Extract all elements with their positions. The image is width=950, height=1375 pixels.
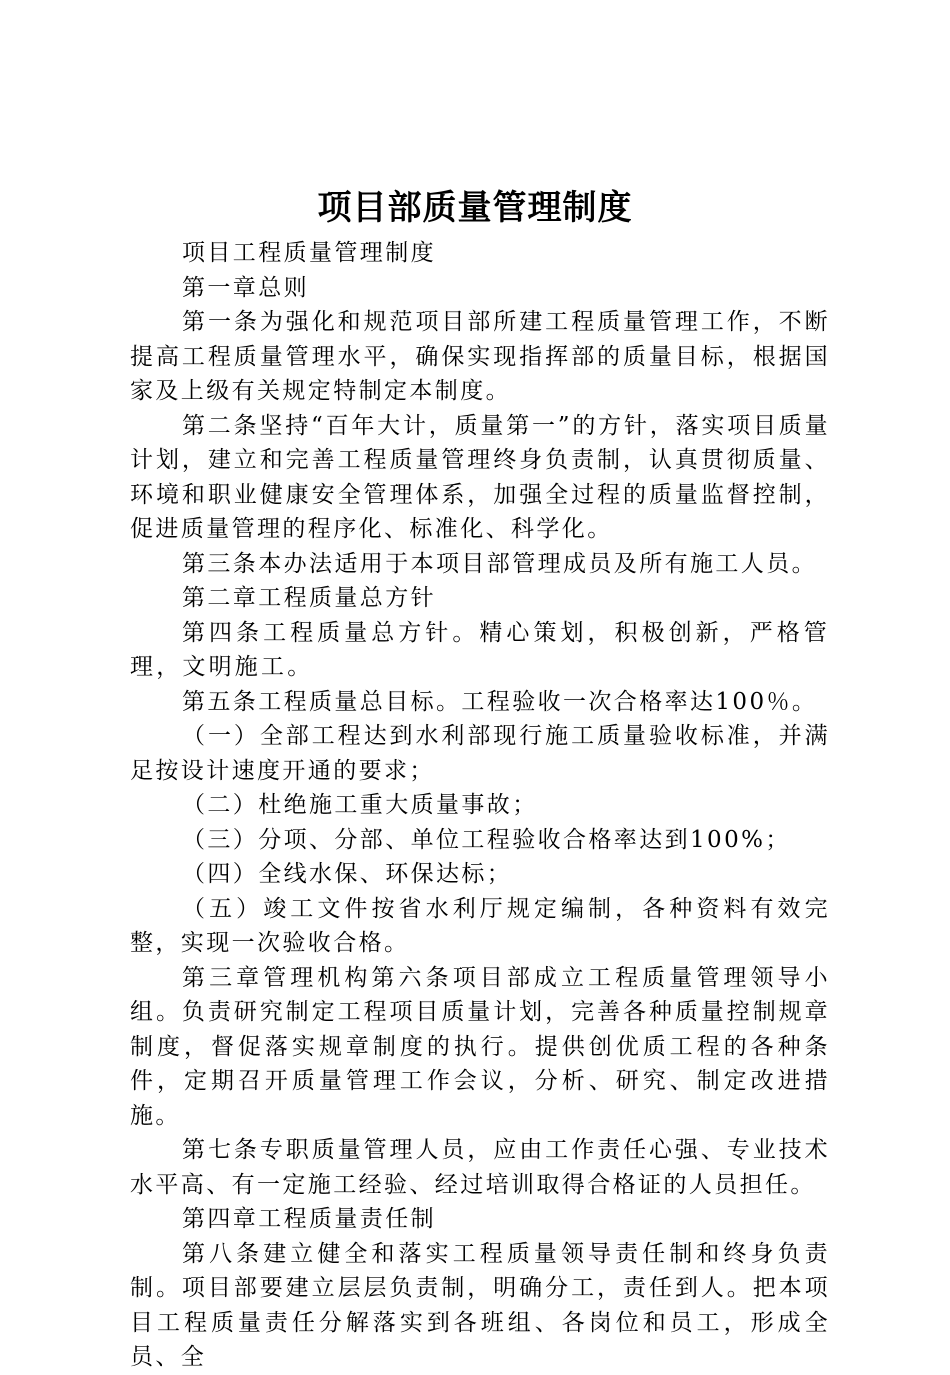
paragraph-article-2: 第二条坚持“百年大计，质量第一”的方针，落实项目质量计划，建立和完善工程质量管理终身负责制，认真贯彻质量、环境和职业健康安全管理体系，加强全过程的质量监督控制，促进质量管理的程序化、标准化、科学化。 [130,412,830,542]
paragraph-chapter-2: 第二章工程质量总方针 [182,585,436,611]
paragraph-article-1: 第一条为强化和规范项目部所建工程质量管理工作，不断提高工程质量管理水平，确保实现指挥部的质量目标，根据国家及上级有关规定特制定本制度。 [130,309,830,404]
paragraph-item-4: （四）全线水保、环保达标； [182,861,513,887]
paragraph-article-4: 第四条工程质量总方针。精心策划，积极创新，严格管理，文明施工。 [130,619,830,680]
paragraph-article-8: 第八条建立健全和落实工程质量领导责任制和终身负责制。项目部要建立层层负责制，明确分工，责任到人。把本项目工程质量责任分解落实到各班组、各岗位和员工，形成全员、全 [130,1240,830,1370]
paragraph-chapter-1: 第一章总则 [182,274,309,301]
paragraph-article-7: 第七条专职质量管理人员，应由工作责任心强、专业技术水平高、有一定施工经验、经过培训取得合格证的人员担任。 [130,1137,830,1198]
paragraph-item-5: （五）竣工文件按省水利厅规定编制，各种资料有效完整，实现一次验收合格。 [130,895,830,956]
paragraph-subtitle: 项目工程质量管理制度 [182,240,436,266]
document-title: 项目部质量管理制度 [317,188,633,228]
paragraph-article-5: 第五条工程质量总目标。工程验收一次合格率达100％。 [182,688,818,715]
paragraph-chapter-4: 第四章工程质量责任制 [182,1206,436,1232]
paragraph-article-3: 第三条本办法适用于本项目部管理成员及所有施工人员。 [182,550,817,577]
document-body [130,236,830,1375]
paragraph-chapter-3-article-6: 第三章管理机构第六条项目部成立工程质量管理领导小组。负责研究制定工程项目质量计划，完善各种质量控制规章制度，督促落实规章制度的执行。提供创优质工程的各种条件，定期召开质量管理工作会议，分析、研究、制定改进措施。 [130,964,830,1129]
paragraph-item-3: （三）分项、分部、单位工程验收合格率达到100%； [182,826,791,853]
paragraph-item-2: （二）杜绝施工重大质量事故； [182,792,538,818]
paragraph-item-1: （一）全部工程达到水利部现行施工质量验收标准，并满足按设计速度开通的要求； [130,723,830,784]
